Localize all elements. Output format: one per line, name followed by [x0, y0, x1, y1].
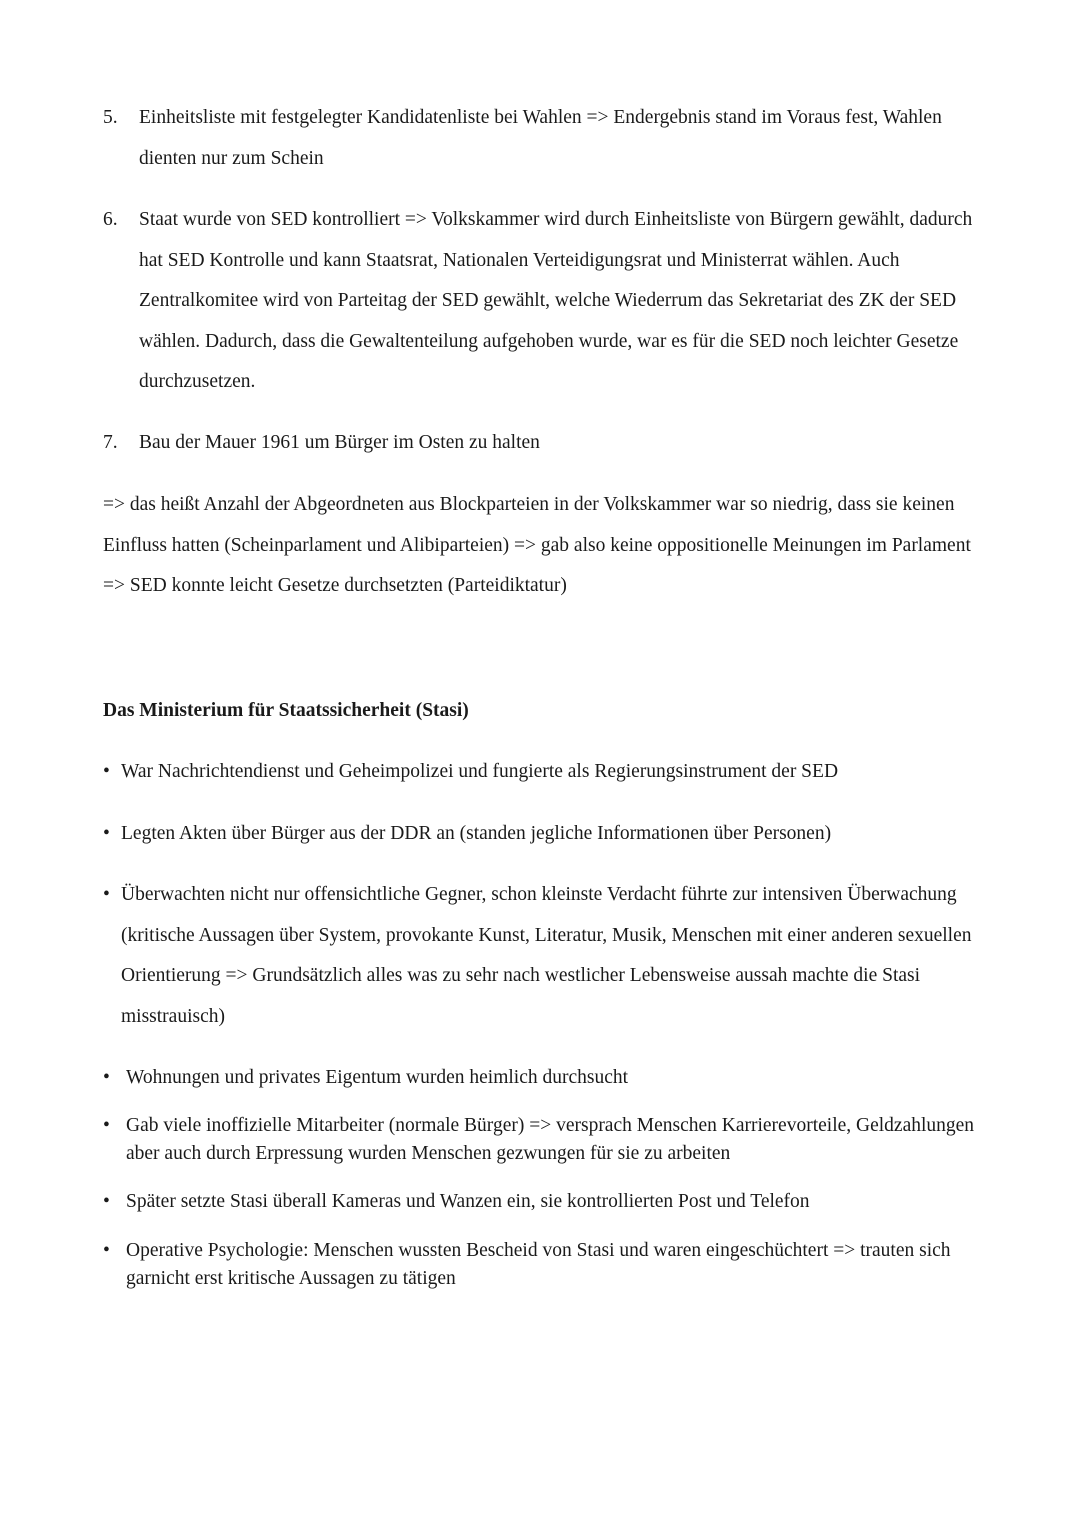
- numbered-item-7: [103, 423, 983, 464]
- bullet-item: [103, 1112, 983, 1168]
- item-number: 7.: [103, 432, 118, 453]
- bullet-text: Überwachten nicht nur offensichtliche Gegner, schon kleinste Verdacht führte zur intensiven Überwachung (kritische Aussagen über System, provokante Kunst, Literatur, Musik, Menschen mit einer anderen sexuellen Orientierung => Grundsätzlich alles was zu sehr nach westlicher Lebensweise aussah machte die Stasi misstrauisch): [121, 884, 972, 1027]
- bullet-icon: •: [103, 884, 110, 905]
- numbered-item-6: [103, 200, 983, 403]
- bullet-text: War Nachrichtendienst und Geheimpolizei und fungierte als Regierungsinstrument der SED: [121, 761, 839, 782]
- item-text: Bau der Mauer 1961 um Bürger im Osten zu halten: [139, 432, 540, 453]
- section-heading: Das Ministerium für Staatssicherheit (Stasi): [103, 700, 469, 721]
- bullet-item: [103, 1064, 983, 1092]
- bullet-item: [103, 1237, 983, 1293]
- numbered-item-5: [103, 98, 983, 179]
- bullet-text: Operative Psychologie: Menschen wussten Bescheid von Stasi und waren eingeschüchtert => trauten sich garnicht erst kritische Aussagen zu tätigen: [126, 1240, 951, 1289]
- bullet-text: Legten Akten über Bürger aus der DDR an (standen jegliche Informationen über Personen): [121, 823, 832, 844]
- summary-paragraph: => das heißt Anzahl der Abgeordneten aus Blockparteien in der Volkskammer war so niedrig, dass sie keinen Einfluss hatten (Scheinparlament und Alibiparteien) => gab also keine oppositionelle Meinungen im Parlament => SED konnte leicht Gesetze durchsetzten (Parteidiktatur): [103, 494, 971, 596]
- item-number: 6.: [103, 209, 118, 230]
- bullet-icon: •: [103, 823, 110, 844]
- bullet-item: [103, 752, 983, 793]
- item-number: 5.: [103, 107, 118, 128]
- bullet-icon: •: [103, 761, 110, 782]
- bullet-text: Wohnungen und privates Eigentum wurden heimlich durchsucht: [126, 1067, 629, 1088]
- bullet-item: [103, 814, 983, 855]
- bullet-icon: •: [103, 1067, 110, 1088]
- bullet-text: Gab viele inoffizielle Mitarbeiter (normale Bürger) => versprach Menschen Karrierevorteile, Geldzahlungen aber auch durch Erpressung wurden Menschen gezwungen für sie zu arbeiten: [126, 1115, 975, 1164]
- bullet-icon: •: [103, 1240, 110, 1261]
- bullet-icon: •: [103, 1191, 110, 1212]
- item-text: Staat wurde von SED kontrolliert => Volkskammer wird durch Einheitsliste von Bürgern gewählt, dadurch hat SED Kontrolle und kann Staatsrat, Nationalen Verteidigungsrat und Ministerrat wählen. Auch Zentralkomitee wird von Parteitag der SED gewählt, welche Wiederrum das Sekretariat des ZK der SED wählen. Dadurch, dass die Gewaltenteilung aufgehoben wurde, war es für die SED noch leichter Gesetze durchzusetzen.: [139, 209, 973, 392]
- bullet-icon: •: [103, 1115, 110, 1136]
- bullet-text: Später setzte Stasi überall Kameras und Wanzen ein, sie kontrollierten Post und Telefon: [126, 1191, 810, 1212]
- bullet-item: [103, 875, 983, 1037]
- item-text: Einheitsliste mit festgelegter Kandidatenliste bei Wahlen => Endergebnis stand im Voraus fest, Wahlen dienten nur zum Schein: [139, 107, 942, 169]
- bullet-item: [103, 1188, 983, 1216]
